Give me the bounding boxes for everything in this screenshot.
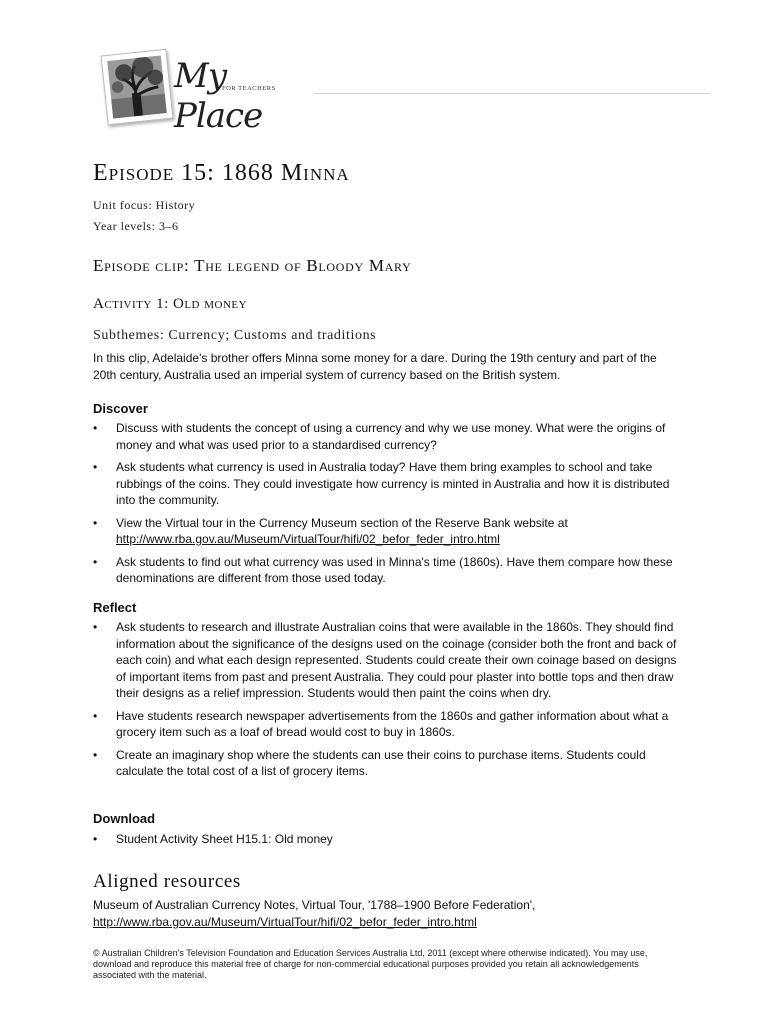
- aligned-resources-link[interactable]: http://www.rba.gov.au/Museum/VirtualTour/hifi/02_befor_feder_intro.html: [93, 915, 477, 929]
- list-item[interactable]: [93, 831, 683, 848]
- discover-heading: Discover: [93, 401, 148, 416]
- bullet-icon: •: [93, 620, 98, 634]
- clip-heading: Episode clip: The legend of Bloody Mary: [93, 256, 412, 275]
- bullet-icon: •: [93, 708, 98, 723]
- bullet-icon: •: [93, 832, 98, 846]
- discover-list: [93, 420, 683, 593]
- year-levels: Year levels: 3–6: [93, 219, 179, 233]
- list-item: [93, 515, 683, 548]
- list-item-text: Create an imaginary shop where the students can use their coins to purchase items. Students could calculate the total cost of a list of grocery items.: [116, 747, 646, 778]
- aligned-resources-description: Museum of Australian Currency Notes, Virtual Tour, '1788–1900 Before Federation',: [93, 898, 536, 912]
- aligned-resources-heading: Aligned resources: [93, 871, 241, 892]
- bullet-icon: •: [93, 554, 98, 569]
- bullet-icon: •: [93, 515, 98, 530]
- download-heading: Download: [93, 811, 156, 826]
- download-item-activity-sheet[interactable]: Student Activity Sheet H15.1: Old money: [116, 832, 333, 846]
- download-list: [93, 831, 683, 854]
- my-place-logo: [104, 52, 314, 137]
- logo-title: My Place: [174, 56, 263, 136]
- list-item: [93, 747, 683, 780]
- reflect-list: [93, 619, 683, 786]
- logo-subtitle: FOR TEACHERS: [222, 85, 276, 92]
- bullet-icon: •: [93, 747, 98, 762]
- bullet-icon: •: [93, 421, 98, 435]
- list-item: [93, 554, 683, 587]
- list-item-text: Discuss with students the concept of using a currency and why we use money. What were the origins of money and what was used prior to a standardised currency?: [116, 421, 666, 452]
- list-item: [93, 619, 683, 702]
- list-item-text: Ask students to find out what currency was used in Minna's time (1860s). Have them compare how these denominations are different from those used today.: [116, 554, 673, 585]
- list-item-text: Ask students to research and illustrate Australian coins that were available in the 1860s. They should find information about the significance of the designs used on the coinage (consider both the front and back of each coin) and what each design represented. Students could create their own coinage based on designs of important items from past and present Australia. They could pour plaster into bottle tops and then draw their designs as a relief impression. Students would then paint the coins when dry.: [116, 620, 677, 700]
- list-item-text: Ask students what currency is used in Australia today? Have them bring examples to school and take rubbings of the coins. They could investigate how currency is minted in Australia and how it is distributed into the community.: [116, 460, 670, 507]
- intro-paragraph: In this clip, Adelaide's brother offers Minna some money for a dare. During the 19th century and part of the 20th century, Australia used an imperial system of currency based on the British system.: [93, 351, 657, 382]
- unit-focus: Unit focus: History: [93, 198, 196, 212]
- subthemes: Subthemes: Currency; Customs and traditions: [93, 328, 377, 343]
- reflect-heading: Reflect: [93, 600, 137, 615]
- activity-heading: Activity 1: Old money: [93, 296, 248, 312]
- copyright-footer: © Australian Children's Television Foundation and Education Services Australia Ltd, 2011 (except where otherwise indicated). You may use, download and reproduce this material free of charge for non-commercial educational purposes provided you retain all acknowledgements associated with the material.: [93, 948, 648, 980]
- aligned-resources-text: [93, 897, 683, 931]
- list-item: [93, 420, 683, 453]
- list-item-text: View the Virtual tour in the Currency Museum section of the Reserve Bank website at: [116, 515, 568, 530]
- episode-title: Episode 15: 1868 Minna: [93, 160, 350, 186]
- bullet-icon: •: [93, 460, 98, 474]
- list-item-text: Have students research newspaper advertisements from the 1860s and gather information about what a grocery item such as a loaf of bread would cost to buy in 1860s.: [116, 708, 669, 739]
- list-item: [93, 459, 683, 509]
- header-divider: [314, 93, 710, 94]
- tree-photo-icon: [101, 49, 174, 126]
- list-item: [93, 708, 683, 741]
- rba-virtual-tour-link[interactable]: http://www.rba.gov.au/Museum/VirtualTour/hifi/02_befor_feder_intro.html: [116, 532, 500, 546]
